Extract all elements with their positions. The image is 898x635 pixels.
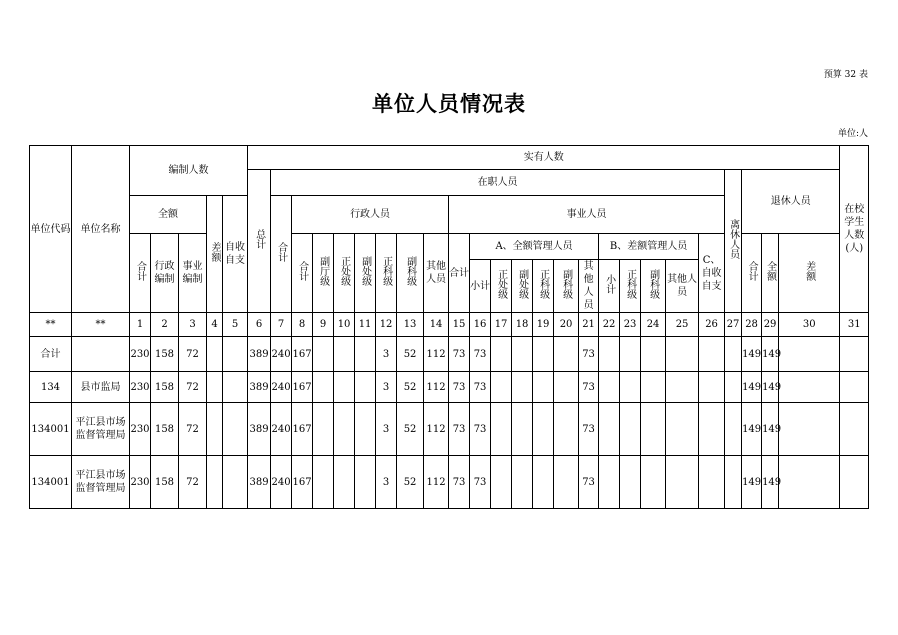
value-cell-6: 389	[248, 403, 271, 456]
header-bianzhi: 编制人数	[130, 146, 248, 196]
value-cell-19	[533, 337, 554, 372]
value-cell-12: 3	[376, 337, 397, 372]
value-cell-15: 73	[449, 337, 470, 372]
value-cell-2: 158	[151, 403, 179, 456]
value-cell-21: 73	[579, 456, 599, 509]
index-cell: 29	[762, 313, 779, 337]
page-title: 单位人员情况表	[372, 92, 526, 116]
value-cell-15: 73	[449, 372, 470, 403]
value-cell-1: 230	[130, 337, 151, 372]
value-cell-13: 52	[397, 337, 424, 372]
index-cell: 17	[491, 313, 512, 337]
value-cell-2: 158	[151, 456, 179, 509]
value-cell-23	[620, 337, 641, 372]
value-cell-10	[334, 456, 355, 509]
value-cell-25	[666, 337, 699, 372]
header-unit-name: 单位名称	[72, 146, 130, 313]
value-cell-25	[666, 372, 699, 403]
value-cell-21: 73	[579, 403, 599, 456]
value-cell-10	[334, 403, 355, 456]
header-xz-renyuan: 行政人员	[292, 196, 449, 234]
header-b-xiaoji: 小计	[599, 260, 620, 313]
value-cell-23	[620, 372, 641, 403]
value-cell-1: 230	[130, 456, 151, 509]
unit-code-cell: 134001	[30, 403, 72, 456]
header-shiye: 事业编制	[179, 234, 207, 313]
value-cell-8: 167	[292, 403, 313, 456]
unit-name-cell: 平江县市场监督管理局	[72, 456, 130, 509]
index-cell: **	[30, 313, 72, 337]
header-shiyou: 实有人数	[248, 146, 840, 170]
value-cell-3: 72	[179, 372, 207, 403]
value-cell-6: 389	[248, 337, 271, 372]
index-cell: 23	[620, 313, 641, 337]
index-cell: 12	[376, 313, 397, 337]
value-cell-10	[334, 337, 355, 372]
value-cell-29: 149	[762, 403, 779, 456]
value-cell-14: 112	[424, 456, 449, 509]
header-zongji: 总计	[248, 170, 271, 313]
index-row	[30, 313, 869, 337]
header-sy-renyuan: 事业人员	[449, 196, 725, 234]
header-total: 合计	[130, 234, 151, 313]
value-cell-8: 167	[292, 456, 313, 509]
value-cell-9	[313, 403, 334, 456]
value-cell-28: 149	[742, 456, 762, 509]
value-cell-13: 52	[397, 403, 424, 456]
value-cell-18	[512, 372, 533, 403]
index-cell: 22	[599, 313, 620, 337]
index-cell: **	[72, 313, 130, 337]
index-cell: 25	[666, 313, 699, 337]
value-cell-11	[355, 337, 376, 372]
value-cell-21: 73	[579, 372, 599, 403]
personnel-table	[29, 145, 869, 509]
value-cell-29: 149	[762, 456, 779, 509]
value-cell-19	[533, 456, 554, 509]
value-cell-7: 240	[271, 456, 292, 509]
header-futing: 副厅级	[313, 234, 334, 313]
value-cell-27	[725, 372, 742, 403]
index-cell: 14	[424, 313, 449, 337]
table-row	[30, 372, 869, 403]
value-cell-13: 52	[397, 456, 424, 509]
header-tx-heji: 合计	[742, 234, 762, 313]
index-cell: 15	[449, 313, 470, 337]
header-a-fuchu: 副处级	[512, 260, 533, 313]
value-cell-17	[491, 372, 512, 403]
value-cell-12: 3	[376, 456, 397, 509]
index-cell: 3	[179, 313, 207, 337]
value-cell-23	[620, 456, 641, 509]
header-tuixiu: 退休人员	[742, 170, 840, 234]
value-cell-15: 73	[449, 403, 470, 456]
value-cell-8: 167	[292, 372, 313, 403]
header-b-qita: 其他人员	[666, 260, 699, 313]
value-cell-17	[491, 337, 512, 372]
value-cell-24	[641, 403, 666, 456]
value-cell-24	[641, 337, 666, 372]
value-cell-8: 167	[292, 337, 313, 372]
value-cell-26	[699, 372, 725, 403]
index-cell: 8	[292, 313, 313, 337]
index-cell: 18	[512, 313, 533, 337]
value-cell-20	[554, 456, 579, 509]
index-cell: 5	[223, 313, 248, 337]
value-cell-29: 149	[762, 337, 779, 372]
header-lixiu: 离休人员	[725, 170, 742, 313]
index-cell: 6	[248, 313, 271, 337]
value-cell-3: 72	[179, 456, 207, 509]
index-cell: 19	[533, 313, 554, 337]
value-cell-3: 72	[179, 403, 207, 456]
value-cell-1: 230	[130, 403, 151, 456]
table-row	[30, 337, 869, 372]
value-cell-2: 158	[151, 372, 179, 403]
table-row	[30, 403, 869, 456]
unit-code-cell: 134001	[30, 456, 72, 509]
value-cell-29: 149	[762, 372, 779, 403]
value-cell-22	[599, 372, 620, 403]
value-cell-23	[620, 403, 641, 456]
header-unit-code: 单位代码	[30, 146, 72, 313]
header-b-zhengke: 正科级	[620, 260, 641, 313]
value-cell-24	[641, 372, 666, 403]
header-a-qita: 其他人员	[579, 260, 599, 313]
value-cell-28: 149	[742, 372, 762, 403]
header-a-zhengchu: 正处级	[491, 260, 512, 313]
value-cell-17	[491, 456, 512, 509]
value-cell-30	[779, 372, 840, 403]
value-cell-11	[355, 403, 376, 456]
index-cell: 31	[840, 313, 869, 337]
index-cell: 1	[130, 313, 151, 337]
value-cell-12: 3	[376, 403, 397, 456]
value-cell-7: 240	[271, 372, 292, 403]
header-zaizhi: 在职人员	[271, 170, 725, 196]
header-fuchu: 副处级	[355, 234, 376, 313]
header-xz-heji: 合计	[292, 234, 313, 313]
header-zz-heji: 合计	[271, 196, 292, 313]
index-cell: 4	[207, 313, 223, 337]
header-quan-e: 全额	[130, 196, 207, 234]
header-zaixiao: 在校学生人数(人)	[840, 146, 869, 313]
index-cell: 10	[334, 313, 355, 337]
value-cell-17	[491, 403, 512, 456]
value-cell-2: 158	[151, 337, 179, 372]
index-cell: 26	[699, 313, 725, 337]
value-cell-5	[223, 372, 248, 403]
value-cell-9	[313, 372, 334, 403]
value-cell-28: 149	[742, 337, 762, 372]
value-cell-6: 389	[248, 456, 271, 509]
value-cell-22	[599, 337, 620, 372]
index-cell: 16	[470, 313, 491, 337]
value-cell-6: 389	[248, 372, 271, 403]
index-cell: 11	[355, 313, 376, 337]
header-zhengke: 正科级	[376, 234, 397, 313]
value-cell-31	[840, 456, 869, 509]
index-cell: 28	[742, 313, 762, 337]
value-cell-11	[355, 372, 376, 403]
value-cell-13: 52	[397, 372, 424, 403]
header-tx-quan: 全额	[762, 234, 779, 313]
value-cell-30	[779, 403, 840, 456]
value-cell-4	[207, 337, 223, 372]
index-cell: 21	[579, 313, 599, 337]
value-cell-9	[313, 337, 334, 372]
value-cell-3: 72	[179, 337, 207, 372]
value-cell-31	[840, 403, 869, 456]
header-b-fuke: 副科级	[641, 260, 666, 313]
value-cell-18	[512, 403, 533, 456]
unit-code-cell: 合计	[30, 337, 72, 372]
value-cell-4	[207, 403, 223, 456]
value-cell-16: 73	[470, 456, 491, 509]
value-cell-16: 73	[470, 403, 491, 456]
value-cell-31	[840, 337, 869, 372]
header-sy-heji: 合计	[449, 234, 470, 313]
index-cell: 27	[725, 313, 742, 337]
value-cell-31	[840, 372, 869, 403]
header-zishou: 自收自支	[223, 196, 248, 313]
value-cell-27	[725, 337, 742, 372]
value-cell-28: 149	[742, 403, 762, 456]
value-cell-10	[334, 372, 355, 403]
value-cell-25	[666, 403, 699, 456]
index-cell: 13	[397, 313, 424, 337]
header-xingzheng: 行政编制	[151, 234, 179, 313]
header-tx-cha: 差额	[779, 234, 840, 313]
value-cell-4	[207, 456, 223, 509]
value-cell-5	[223, 337, 248, 372]
header-fuke: 副科级	[397, 234, 424, 313]
value-cell-14: 112	[424, 337, 449, 372]
unit-name-cell: 平江县市场监督管理局	[72, 403, 130, 456]
value-cell-1: 230	[130, 372, 151, 403]
form-number: 预算 32 表	[823, 70, 868, 80]
value-cell-30	[779, 456, 840, 509]
value-cell-9	[313, 456, 334, 509]
value-cell-26	[699, 337, 725, 372]
unit-code-cell: 134	[30, 372, 72, 403]
value-cell-20	[554, 403, 579, 456]
header-zhengchu: 正处级	[334, 234, 355, 313]
value-cell-14: 112	[424, 372, 449, 403]
value-cell-24	[641, 456, 666, 509]
index-cell: 30	[779, 313, 840, 337]
value-cell-19	[533, 372, 554, 403]
index-cell: 7	[271, 313, 292, 337]
value-cell-21: 73	[579, 337, 599, 372]
value-cell-14: 112	[424, 403, 449, 456]
value-cell-30	[779, 337, 840, 372]
index-cell: 9	[313, 313, 334, 337]
value-cell-25	[666, 456, 699, 509]
header-a-zhengke: 正科级	[533, 260, 554, 313]
value-cell-22	[599, 403, 620, 456]
unit-name-cell: 县市监局	[72, 372, 130, 403]
header-xz-qita: 其他人员	[424, 234, 449, 313]
header-c-zishou: C、自收自支	[699, 234, 725, 313]
value-cell-22	[599, 456, 620, 509]
value-cell-4	[207, 372, 223, 403]
value-cell-12: 3	[376, 372, 397, 403]
header-a-quan: A、全额管理人员	[470, 234, 599, 260]
value-cell-7: 240	[271, 337, 292, 372]
index-cell: 2	[151, 313, 179, 337]
header-a-fuke: 副科级	[554, 260, 579, 313]
value-cell-18	[512, 456, 533, 509]
value-cell-27	[725, 456, 742, 509]
value-cell-27	[725, 403, 742, 456]
unit-name-cell	[72, 337, 130, 372]
value-cell-18	[512, 337, 533, 372]
value-cell-5	[223, 456, 248, 509]
value-cell-11	[355, 456, 376, 509]
value-cell-7: 240	[271, 403, 292, 456]
value-cell-26	[699, 403, 725, 456]
value-cell-16: 73	[470, 372, 491, 403]
header-a-xiaoji: 小计	[470, 260, 491, 313]
header-cha-e: 差额	[207, 196, 223, 313]
index-cell: 24	[641, 313, 666, 337]
value-cell-20	[554, 372, 579, 403]
value-cell-5	[223, 403, 248, 456]
header-b-cha: B、差额管理人员	[599, 234, 699, 260]
unit-label: 单位:人	[837, 129, 868, 139]
value-cell-26	[699, 456, 725, 509]
index-cell: 20	[554, 313, 579, 337]
value-cell-15: 73	[449, 456, 470, 509]
value-cell-20	[554, 337, 579, 372]
value-cell-16: 73	[470, 337, 491, 372]
value-cell-19	[533, 403, 554, 456]
table-row	[30, 456, 869, 509]
